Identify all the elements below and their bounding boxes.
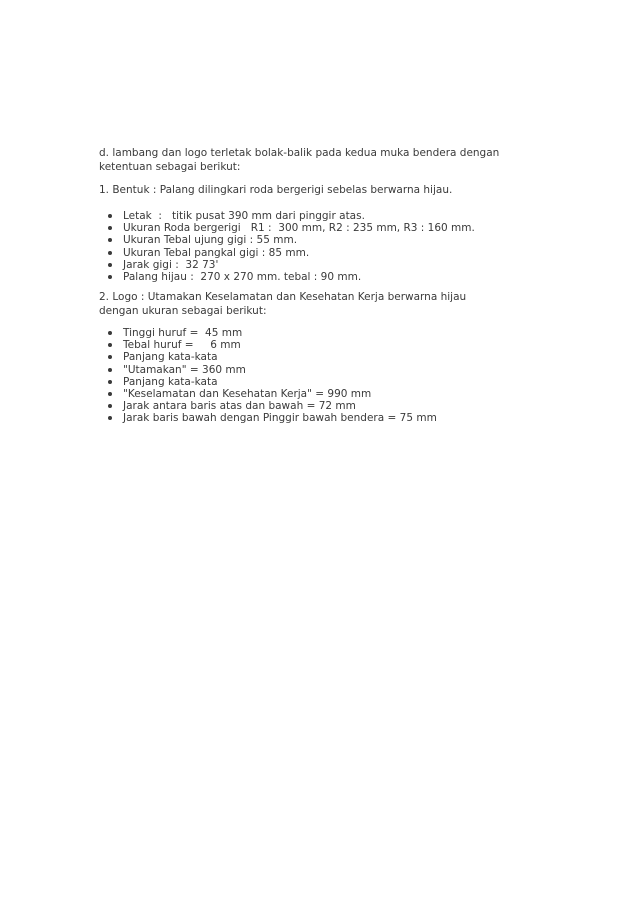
bentuk-heading: 1. Bentuk : Palang dilingkari roda bergerigi sebelas berwarna hijau. — [99, 184, 453, 196]
logo-list — [99, 327, 437, 425]
list-item: Tinggi huruf = 45 mm — [99, 327, 437, 339]
list-item: Ukuran Roda bergerigi R1 : 300 mm, R2 : 235 mm, R3 : 160 mm. — [99, 222, 475, 234]
ukuran-line — [99, 120, 266, 131]
list-item: Tebal huruf = 6 mm — [99, 339, 437, 351]
paragraph-d: d. lambang dan logo terletak bolak-balik pada kedua muka bendera dengan ketentuan sebagai berikut: — [99, 147, 500, 173]
logo-heading: 2. Logo : Utamakan Keselamatan dan Kesehatan Kerja berwarna hijau dengan ukuran sebagai berikut: — [99, 291, 467, 317]
list-item: Panjang kata-kata — [99, 376, 437, 388]
list-item: "Keselamatan dan Kesehatan Kerja" = 990 mm — [99, 388, 437, 400]
list-item: Jarak gigi : 32 73' — [99, 259, 475, 271]
bentuk-list — [99, 210, 475, 283]
list-item: Jarak antara baris atas dan bawah = 72 mm — [99, 400, 437, 412]
list-item: Letak : titik pusat 390 mm dari pinggir atas. — [99, 210, 475, 222]
list-item: Ukuran Tebal ujung gigi : 55 mm. — [99, 234, 475, 246]
list-item: Jarak baris bawah dengan Pinggir bawah bendera = 75 mm — [99, 412, 437, 424]
list-item: Panjang kata-kata — [99, 351, 437, 363]
list-item: "Utamakan" = 360 mm — [99, 364, 437, 376]
list-item: Palang hijau : 270 x 270 mm. tebal : 90 mm. — [99, 271, 475, 283]
list-item: Ukuran Tebal pangkal gigi : 85 mm. — [99, 247, 475, 259]
